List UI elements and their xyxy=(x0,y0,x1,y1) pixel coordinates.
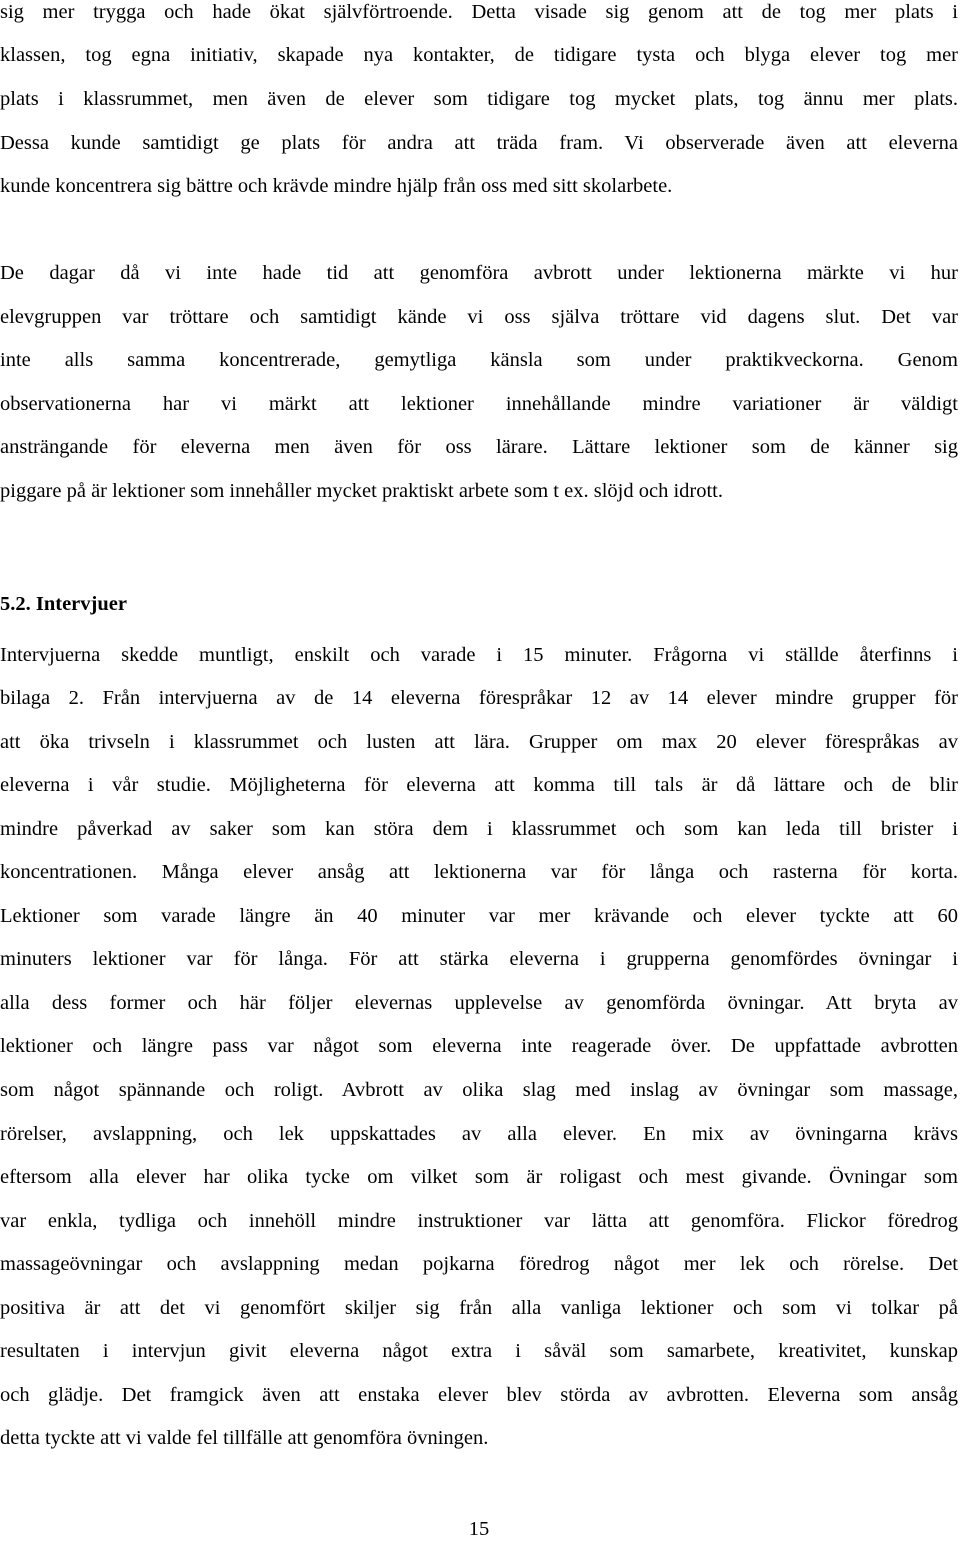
text-line: Intervjuerna skedde muntligt, enskilt och varade i 15 minuter. Frågorna vi ställde återfinns i xyxy=(0,644,958,666)
text-line: var enkla, tydliga och innehöll mindre instruktioner var lätta att genomföra. Flickor föredrog xyxy=(0,1210,958,1232)
section-heading: 5.2. Intervjuer xyxy=(0,593,127,615)
text-line: inte alls samma koncentrerade, gemytliga känsla som under praktikveckorna. Genom xyxy=(0,349,958,371)
text-line: observationerna har vi märkt att lektioner innehållande mindre variationer är väldigt xyxy=(0,393,958,415)
text-line: Lektioner som varade längre än 40 minuter var mer krävande och elever tyckte att 60 xyxy=(0,905,958,927)
text-line: elevgruppen var tröttare och samtidigt kände vi oss själva tröttare vid dagens slut. Det var xyxy=(0,306,958,328)
text-line: kunde koncentrera sig bättre och krävde mindre hjälp från oss med sitt skolarbete. xyxy=(0,175,673,197)
text-line: som något spännande och roligt. Avbrott av olika slag med inslag av övningar som massage, xyxy=(0,1079,958,1101)
text-line: rörelser, avslappning, och lek uppskattades av alla elever. En mix av övningarna krävs xyxy=(0,1123,958,1145)
text-line: lektioner och längre pass var något som eleverna inte reagerade över. De uppfattade avbrotten xyxy=(0,1035,958,1057)
text-line: och glädje. Det framgick även att enstaka elever blev störda av avbrotten. Eleverna som ansåg xyxy=(0,1384,958,1406)
text-line: detta tyckte att vi valde fel tillfälle att genomföra övningen. xyxy=(0,1427,489,1449)
text-line: ansträngande för eleverna men även för oss lärare. Lättare lektioner som de känner sig xyxy=(0,436,958,458)
text-line: massageövningar och avslappning medan pojkarna föredrog något mer lek och rörelse. Det xyxy=(0,1253,958,1275)
text-line: mindre påverkad av saker som kan störa dem i klassrummet och som kan leda till brister i xyxy=(0,818,958,840)
text-line: positiva är att det vi genomfört skiljer sig från alla vanliga lektioner och som vi tolkar på xyxy=(0,1297,958,1319)
text-line: bilaga 2. Från intervjuerna av de 14 eleverna förespråkar 12 av 14 elever mindre grupper för xyxy=(0,687,958,709)
text-line: minuters lektioner var för långa. För att stärka eleverna i grupperna genomfördes övningar i xyxy=(0,948,958,970)
page-number: 15 xyxy=(468,1518,490,1540)
text-line: plats i klassrummet, men även de elever som tidigare tog mycket plats, tog ännu mer plats. xyxy=(0,88,958,110)
text-line: koncentrationen. Många elever ansåg att lektionerna var för långa och rasterna för korta. xyxy=(0,861,958,883)
text-line: De dagar då vi inte hade tid att genomföra avbrott under lektionerna märkte vi hur xyxy=(0,262,958,284)
text-line: eftersom alla elever har olika tycke om vilket som är roligast och mest givande. Övningar som xyxy=(0,1166,958,1188)
text-line: resultaten i intervjun givit eleverna något extra i såväl som samarbete, kreativitet, kunskap xyxy=(0,1340,958,1362)
text-line: klassen, tog egna initiativ, skapade nya kontakter, de tidigare tysta och blyga elever tog mer xyxy=(0,44,958,66)
text-line: sig mer trygga och hade ökat självförtroende. Detta visade sig genom att de tog mer plats i xyxy=(0,1,958,23)
text-line: Dessa kunde samtidigt ge plats för andra att träda fram. Vi observerade även att eleverna xyxy=(0,132,958,154)
text-line: att öka trivseln i klassrummet och lusten att lära. Grupper om max 20 elever förespråkas av xyxy=(0,731,958,753)
text-line: alla dess former och här följer elevernas upplevelse av genomförda övningar. Att bryta av xyxy=(0,992,958,1014)
text-line: piggare på är lektioner som innehåller mycket praktiskt arbete som t ex. slöjd och idrott. xyxy=(0,480,723,502)
text-line: eleverna i vår studie. Möjligheterna för eleverna att komma till tals är då lättare och de blir xyxy=(0,774,958,796)
